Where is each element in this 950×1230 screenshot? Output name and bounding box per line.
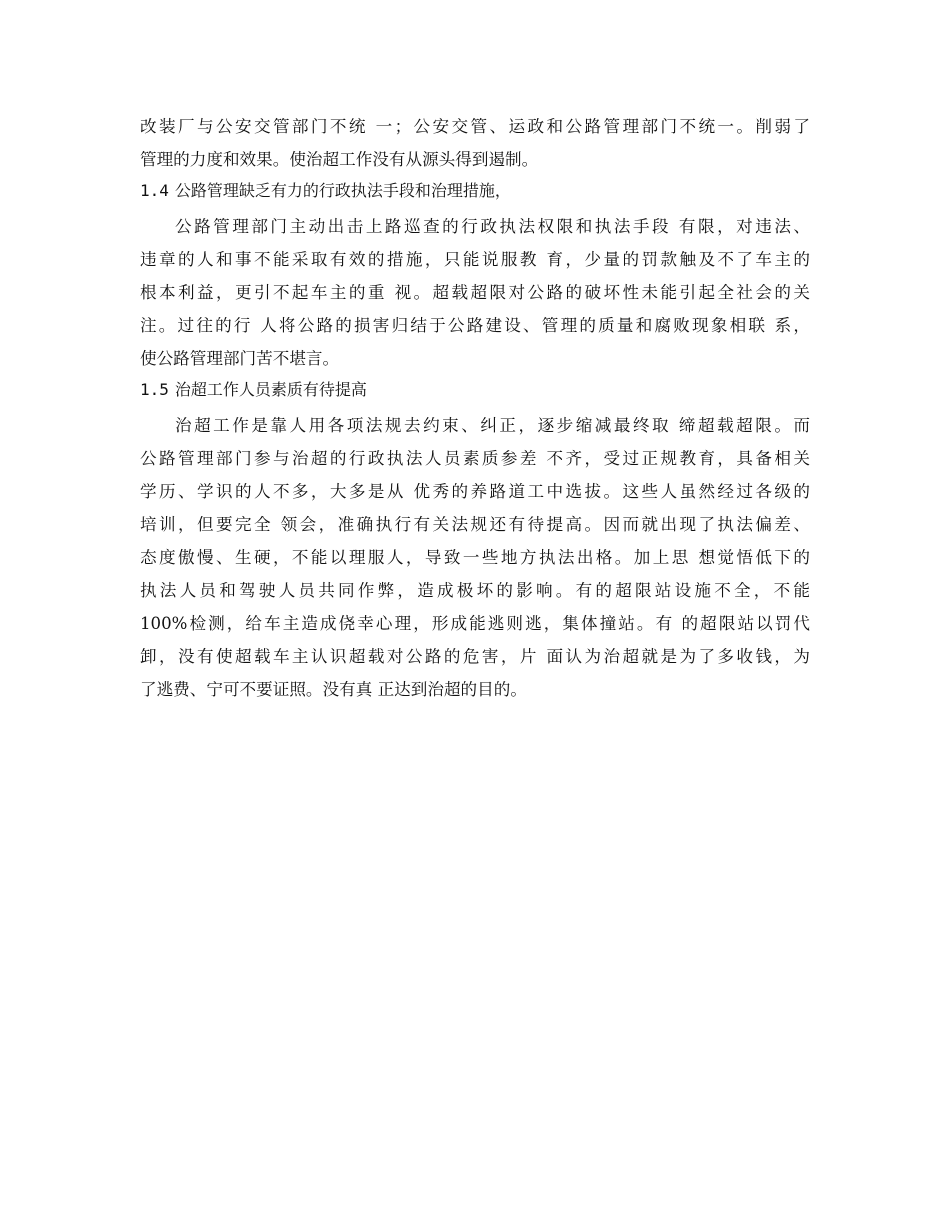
section-heading-1-4	[140, 176, 810, 206]
paragraph-line: 学历、学识的人不多，大多是从 优秀的养路道工中选拔。这些人虽然经过各级的	[140, 482, 810, 501]
paragraph-line: 使公路管理部门苦不堪言。	[140, 349, 340, 368]
paragraph-line: 注。过往的行 人将公路的损害归结于公路建设、管理的质量和腐败现象相联 系，	[140, 316, 810, 335]
paragraph-line: 改装厂与公安交管部门不统 一；公安交管、运政和公路管理部门不统一。削弱了	[140, 117, 810, 136]
section-title: 公路管理缺乏有力的行政执法手段和治理措施，	[174, 181, 511, 200]
section-number: 1.4	[140, 181, 169, 200]
paragraph-line: 公路管理部门主动出击上路巡查的行政执法权限和执法手段 有限，对违法、	[175, 217, 810, 236]
paragraph-line: 治超工作是靠人用各项法规去约束、纠正，逐步缩减最终取 缔超载超限。而	[175, 416, 810, 435]
paragraph-line: 培训，但要完全 领会，准确执行有关法规还有待提高。因而就出现了执法偏差、	[140, 515, 810, 534]
section-heading-1-5	[140, 375, 810, 405]
paragraph-line: 根本利益，更引不起车主的重 视。超载超限对公路的破坏性未能引起全社会的关	[140, 283, 810, 302]
paragraph-line: 了逃费、宁可不要证照。没有真 正达到治超的目的。	[140, 680, 527, 699]
paragraph-2	[140, 210, 810, 375]
section-number: 1.5	[140, 380, 169, 399]
paragraph-line: 卸，没有使超载车主认识超载对公路的危害，片 面认为治超就是为了多收钱，为	[140, 647, 810, 666]
paragraph-3	[140, 409, 810, 706]
paragraph-line: 执法人员和驾驶人员共同作弊，造成极坏的影响。有的超限站设施不全，不能	[140, 581, 810, 600]
paragraph-line: 管理的力度和效果。使治超工作没有从源头得到遏制。	[140, 150, 539, 169]
paragraph-line: 100%检测，给车主造成侥幸心理，形成能逃则逃，集体撞站。有 的超限站以罚代	[140, 614, 810, 633]
document-body	[140, 110, 810, 706]
paragraph-1	[140, 110, 810, 176]
paragraph-line: 公路管理部门参与治超的行政执法人员素质参差 不齐，受过正规教育，具备相关	[140, 449, 810, 468]
section-title: 治超工作人员素质有待提高	[174, 380, 367, 399]
paragraph-line: 违章的人和事不能采取有效的措施，只能说服教 育，少量的罚款触及不了车主的	[140, 250, 810, 269]
paragraph-line: 态度傲慢、生硬，不能以理服人，导致一些地方执法出格。加上思 想觉悟低下的	[140, 548, 810, 567]
